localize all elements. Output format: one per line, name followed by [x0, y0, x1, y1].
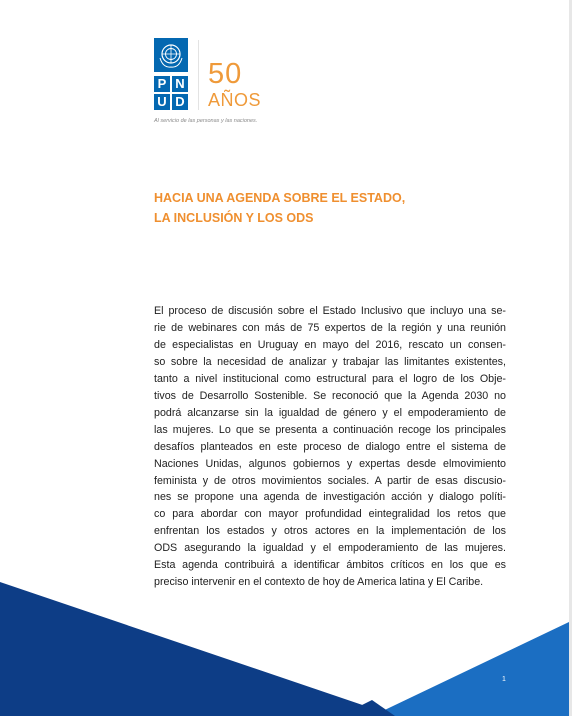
- body-line: Esta agenda contribuirá a identificar ámbitos críticos en los que es: [154, 559, 506, 572]
- body-line: nes se propone una agenda de investigación acción y dialogo políti-: [154, 491, 506, 504]
- navy-triangle-shape: [0, 582, 395, 716]
- body-line: rie de webinares con más de 75 expertos de la región y una reunión: [154, 321, 506, 334]
- logo-letter: P: [154, 76, 170, 92]
- body-line: preciso intervenir en el contexto de hoy de America latina y El Caribe.: [154, 576, 484, 589]
- body-line: las mujeres. Lo que se presenta a continuación recoge los principales: [154, 423, 506, 436]
- blue-triangle-shape: [372, 622, 569, 716]
- body-line: podrá alcanzarse sin la igualdad de género y el empoderamiento de: [154, 406, 506, 419]
- un-emblem-icon: [154, 38, 188, 72]
- body-line: ODS asegurando la igualdad y el empoderamiento de las mujeres.: [154, 542, 506, 555]
- title-line: HACIA UNA AGENDA SOBRE EL ESTADO,: [154, 191, 406, 205]
- body-line: Naciones Unidas, algunos gobiernos y expertas desde elmovimiento: [154, 457, 506, 470]
- logo-letter: U: [154, 94, 170, 110]
- body-line: tivos de Desarrollo Sostenible. Se reconoció que la Agenda 2030 no: [154, 389, 506, 402]
- logo-tagline: Al servicio de las personas y las naciones.: [154, 118, 258, 124]
- logo-divider: [198, 40, 199, 110]
- body-line: El proceso de discusión sobre el Estado Inclusivo que incluyo una se-: [154, 305, 506, 317]
- anniversary-word: AÑOS: [208, 90, 262, 110]
- body-line: desafíos planteados en este proceso de dialogo entre el sistema de: [154, 440, 506, 453]
- document-title: [154, 188, 484, 228]
- logo-letter: N: [172, 76, 188, 92]
- body-line: de especialistas en Uruguay en mayo del 2016, rescato un consen-: [154, 338, 506, 351]
- page-number: 1: [502, 676, 506, 683]
- body-line: so sobre la necesidad de analizar y trabajar las limitantes existentes,: [154, 355, 506, 368]
- anniversary-number: 50: [208, 58, 243, 90]
- body-line: co para abordar con mayor profundidad eintegralidad los retos que: [154, 508, 506, 521]
- body-line: enfrentan los estados y otros actores en la implementación de los: [154, 525, 506, 538]
- body-paragraph: [154, 303, 506, 591]
- body-line: feminista y de otros movimientos sociales. A partir de esas discusio-: [154, 474, 506, 487]
- undp-logo: [154, 38, 188, 110]
- title-line: LA INCLUSIÓN Y LOS ODS: [154, 211, 314, 225]
- logo-letter: D: [172, 94, 188, 110]
- body-line: tanto a nivel institucional como estructural para el logro de los Obje-: [154, 372, 506, 385]
